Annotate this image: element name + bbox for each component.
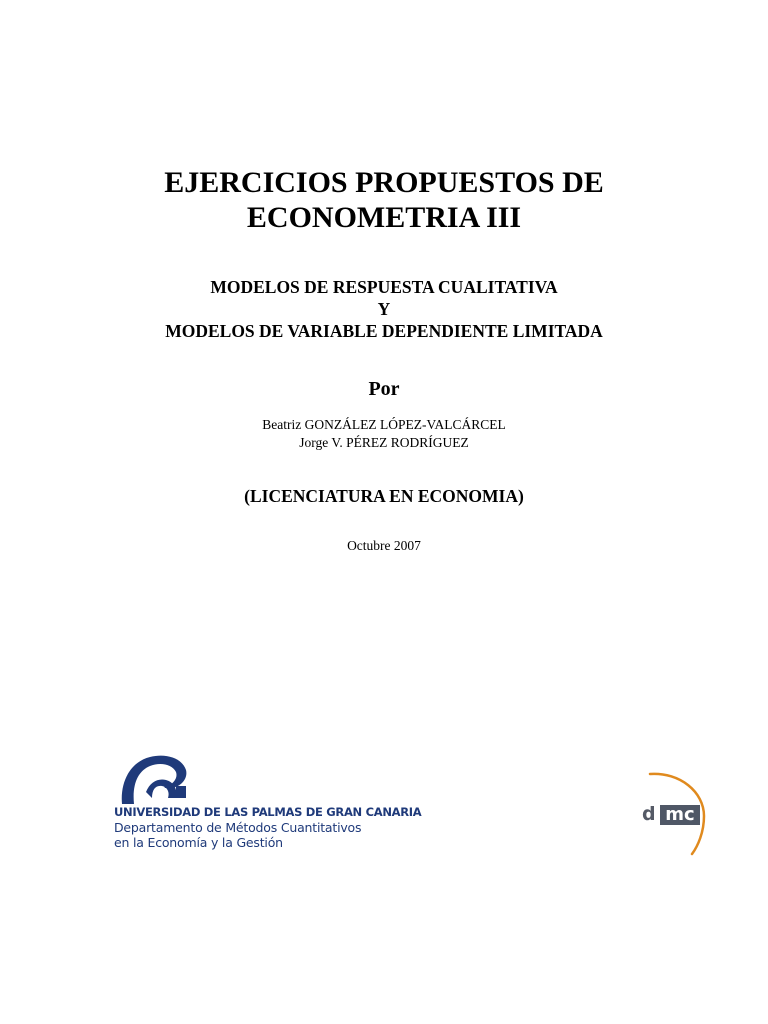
- author-1: Beatriz GONZÁLEZ LÓPEZ-VALCÁRCEL: [262, 417, 506, 432]
- subtitle-line-2: Y: [377, 299, 391, 319]
- by-label: Por: [368, 378, 400, 400]
- university-logo: [108, 752, 422, 857]
- dmc-logo: [636, 770, 708, 856]
- title-line-2: ECONOMETRIA III: [246, 201, 522, 234]
- department-name-line-2: en la Economía y la Gestión: [114, 835, 283, 850]
- title-line-1: EJERCICIOS PROPUESTOS DE: [164, 166, 604, 199]
- university-name: [114, 805, 421, 850]
- publication-date: Octubre 2007: [347, 538, 421, 553]
- document-subtitle: [0, 276, 768, 342]
- subtitle-line-3: MODELOS DE VARIABLE DEPENDIENTE LIMITADA: [165, 321, 603, 341]
- university-emblem-icon: [116, 752, 192, 808]
- university-name-line: UNIVERSIDAD DE LAS PALMAS DE GRAN CANARIA: [114, 805, 422, 819]
- degree-label: (LICENCIATURA EN ECONOMIA): [244, 486, 524, 506]
- author-2: Jorge V. PÉREZ RODRÍGUEZ: [299, 435, 469, 450]
- dmc-letter-d: d: [642, 803, 656, 825]
- department-name-line-1: Departamento de Métodos Cuantitativos: [114, 820, 362, 835]
- author-list: [0, 416, 768, 452]
- document-title: [0, 165, 768, 235]
- subtitle-line-1: MODELOS DE RESPUESTA CUALITATIVA: [210, 277, 558, 297]
- dmc-letters-mc: mc: [660, 805, 700, 825]
